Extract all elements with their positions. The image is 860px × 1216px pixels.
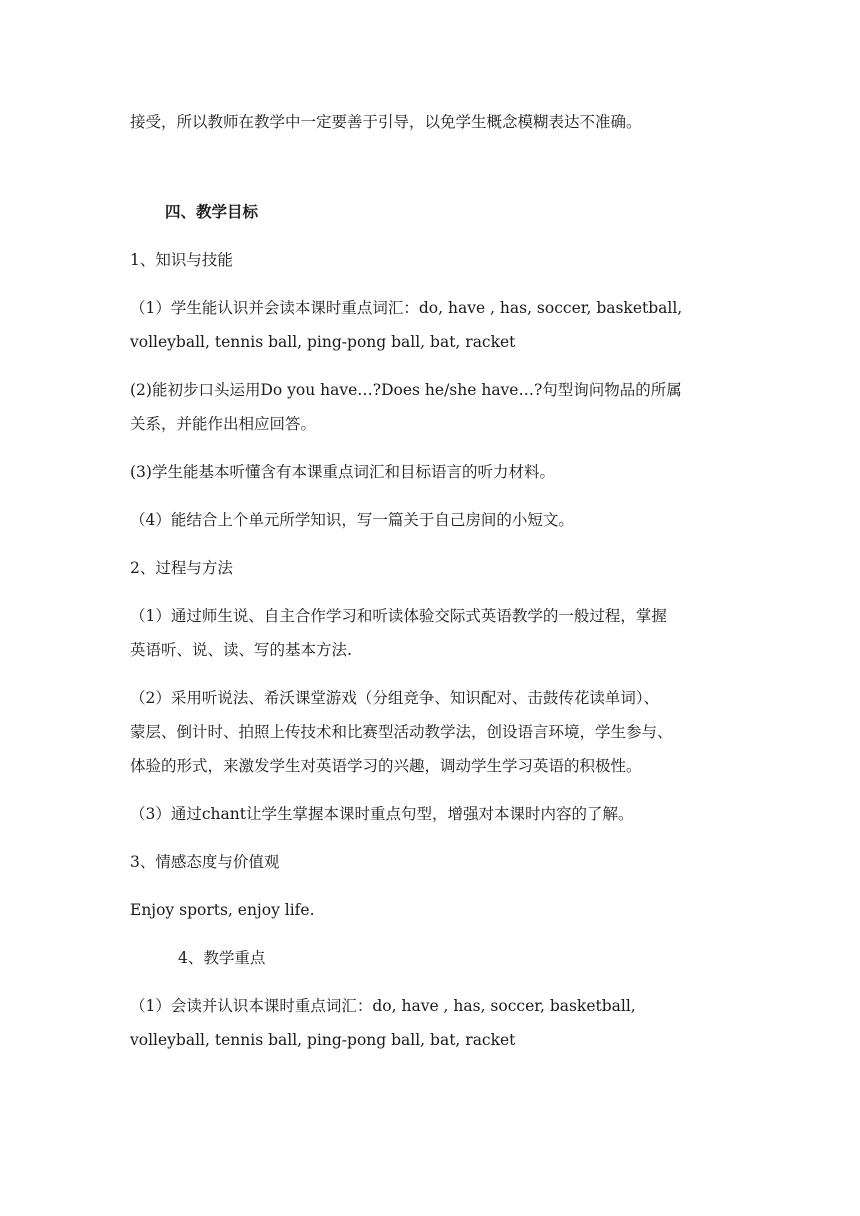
paragraph-line: Enjoy sports, enjoy life. xyxy=(130,901,315,919)
paragraph-line: （3）通过chant让学生掌握本课时重点句型，增强对本课时内容的了解。 xyxy=(130,805,634,823)
section-heading: 四、教学目标 xyxy=(165,202,259,221)
paragraph-line: （1）会读并认识本课时重点词汇：do, have , has, soccer, basketball, xyxy=(130,997,636,1015)
paragraph-line: (3)学生能基本听懂含有本课重点词汇和目标语言的听力材料。 xyxy=(130,463,555,481)
paragraph-line: 关系，并能作出相应回答。 xyxy=(130,415,317,433)
paragraph-line: （1）学生能认识并会读本课时重点词汇：do, have , has, soccer, basketball, xyxy=(130,299,683,317)
paragraph-line: 体验的形式，来激发学生对英语学习的兴趣，调动学生学习英语的积极性。 xyxy=(130,757,642,775)
subsection-heading: 3、情感态度与价值观 xyxy=(130,853,280,871)
paragraph-line: 英语听、说、读、写的基本方法. xyxy=(130,641,352,659)
paragraph-line: volleyball, tennis ball, ping-pong ball, bat, racket xyxy=(130,1031,516,1049)
paragraph-line: volleyball, tennis ball, ping-pong ball, bat, racket xyxy=(130,333,516,351)
paragraph-line: 蒙层、倒计时、拍照上传技术和比赛型活动教学法，创设语言环境，学生参与、 xyxy=(130,723,673,741)
paragraph-line: （4）能结合上个单元所学知识，写一篇关于自己房间的小短文。 xyxy=(130,511,574,529)
paragraph-line: （2）采用听说法、希沃课堂游戏（分组竞争、知识配对、击鼓传花读单词）、 xyxy=(130,689,660,707)
paragraph-line: 接受，所以教师在教学中一定要善于引导，以免学生概念模糊表达不准确。 xyxy=(130,113,642,131)
paragraph-line: （1）通过师生说、自主合作学习和听读体验交际式英语教学的一般过程，掌握 xyxy=(130,607,667,625)
subsection-heading: 1、知识与技能 xyxy=(130,251,233,269)
subsection-heading: 2、过程与方法 xyxy=(130,559,233,577)
subsection-heading: 4、教学重点 xyxy=(178,949,266,967)
paragraph-line: (2)能初步口头运用Do you have…?Does he/she have…?句型询问物品的所属 xyxy=(130,381,682,399)
